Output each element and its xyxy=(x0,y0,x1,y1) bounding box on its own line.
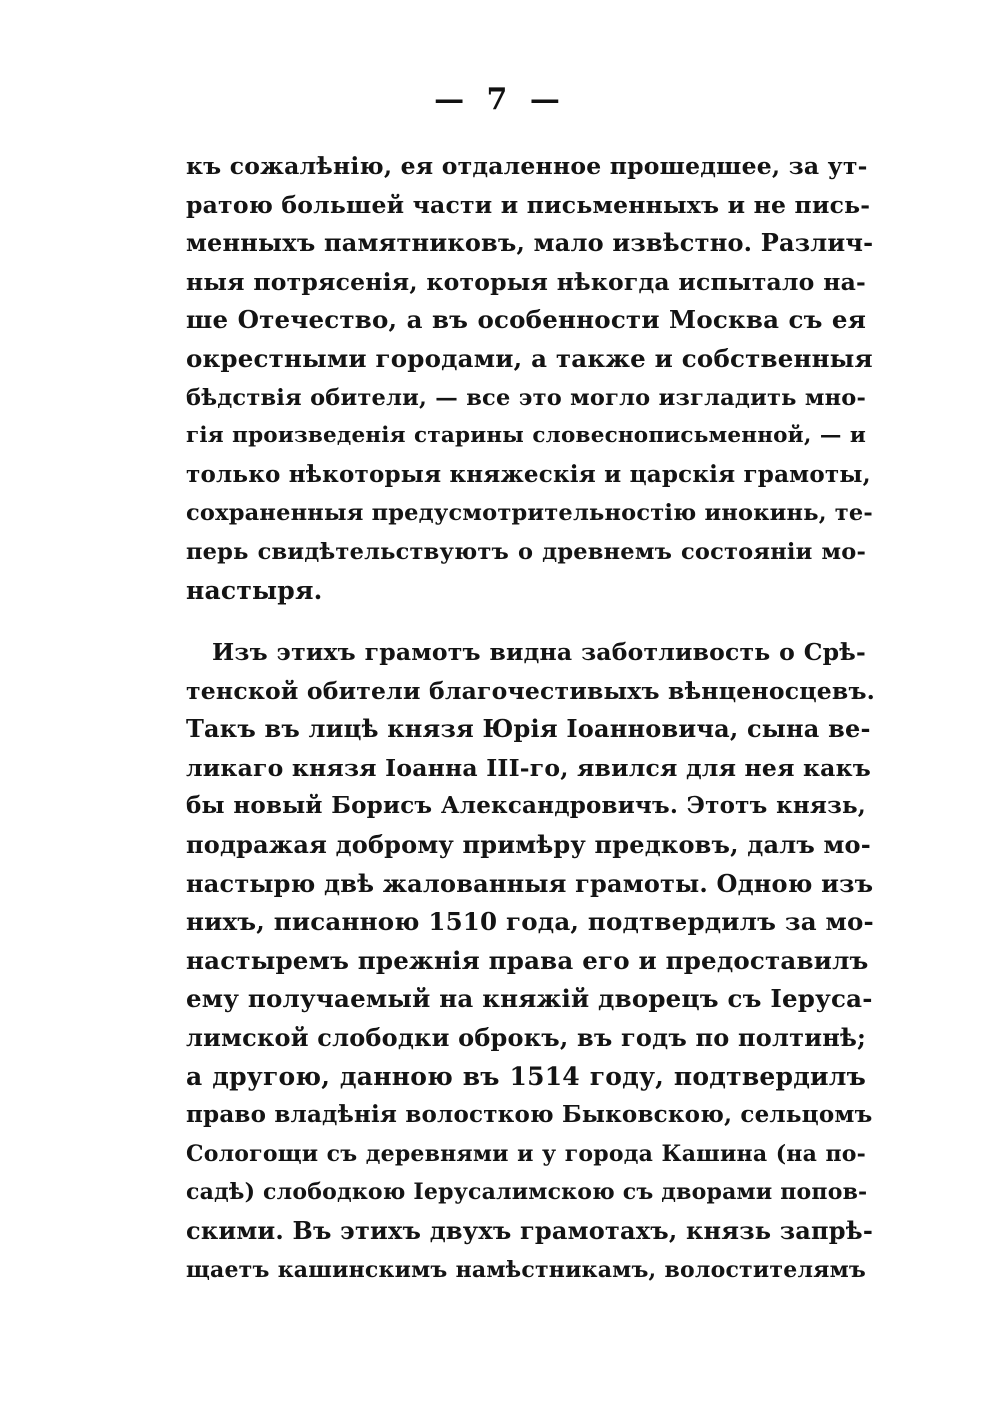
text-line: менныхъ памятниковъ, мало извѣстно. Различ- xyxy=(186,228,874,258)
text-line: лимской слободки оброкъ, въ годъ по полтинѣ; xyxy=(186,1022,867,1052)
text-line: перь свидѣтельствуютъ о древнемъ состояніи мо- xyxy=(186,538,866,565)
text-line: Сологощи съ деревнями и у города Кашина (на по- xyxy=(186,1140,866,1167)
paragraph-2 xyxy=(186,633,876,1289)
page-number: — 7 — xyxy=(434,82,566,117)
text-line: Такъ въ лицѣ князя Юрія Іоанновича, сына ве- xyxy=(186,714,871,744)
text-line: гія произведенія старины словеснописьменной, — и xyxy=(186,423,866,449)
text-line: окрестными городами, а также и собственныя xyxy=(186,343,873,373)
text-line: настыря. xyxy=(186,575,323,605)
text-line: ликаго князя Іоанна III-го, явился для нея какъ xyxy=(186,753,872,782)
text-line: право владѣнія волосткою Быковскою, сельцомъ xyxy=(186,1101,873,1129)
text-line: тенской обители благочестивыхъ вѣнценосцевъ. xyxy=(186,676,876,705)
text-line: нихъ, писанною 1510 года, подтвердилъ за мо- xyxy=(186,907,874,937)
text-line: ше Отечество, а въ особенности Москва съ ея xyxy=(186,305,866,335)
text-line: щаетъ кашинскимъ намѣстникамъ, волостителямъ xyxy=(186,1256,866,1283)
text-line: бы новый Борисъ Александровичъ. Этотъ князь, xyxy=(186,792,866,820)
text-line: ратою большей части и письменныхъ и не пись- xyxy=(186,190,871,219)
text-line: настырю двѣ жалованныя грамоты. Одною изъ xyxy=(186,868,874,898)
paragraph-1 xyxy=(186,147,874,610)
text-line: скими. Въ этихъ двухъ грамотахъ, князь запрѣ- xyxy=(186,1215,874,1245)
text-line: настыремъ прежнія права его и предоставилъ xyxy=(186,945,869,975)
text-line: ныя потрясенія, которыя нѣкогда испытало на- xyxy=(186,267,866,296)
text-line: бѣдствія обители, — все это могло изгладить мно- xyxy=(186,384,866,411)
text-line: подражая доброму примѣру предковъ, далъ мо- xyxy=(186,829,871,859)
text-line: садѣ) слободкою Іерусалимскою съ дворами попов- xyxy=(186,1179,868,1206)
text-line: къ сожалѣнію, ея отдаленное прошедшее, за ут- xyxy=(186,152,868,180)
text-line: ему получаемый на княжій дворецъ съ Іеруса- xyxy=(186,984,873,1014)
text-line: сохраненныя предусмотрительностію инокинь, те- xyxy=(186,500,873,527)
text-line: Изъ этихъ грамотъ видна заботливость о Срѣ- xyxy=(212,638,866,666)
text-line: только нѣкоторыя княжескія и царскія грамоты, xyxy=(186,460,871,488)
text-line: а другою, данною въ 1514 году, подтвердилъ xyxy=(186,1061,866,1091)
